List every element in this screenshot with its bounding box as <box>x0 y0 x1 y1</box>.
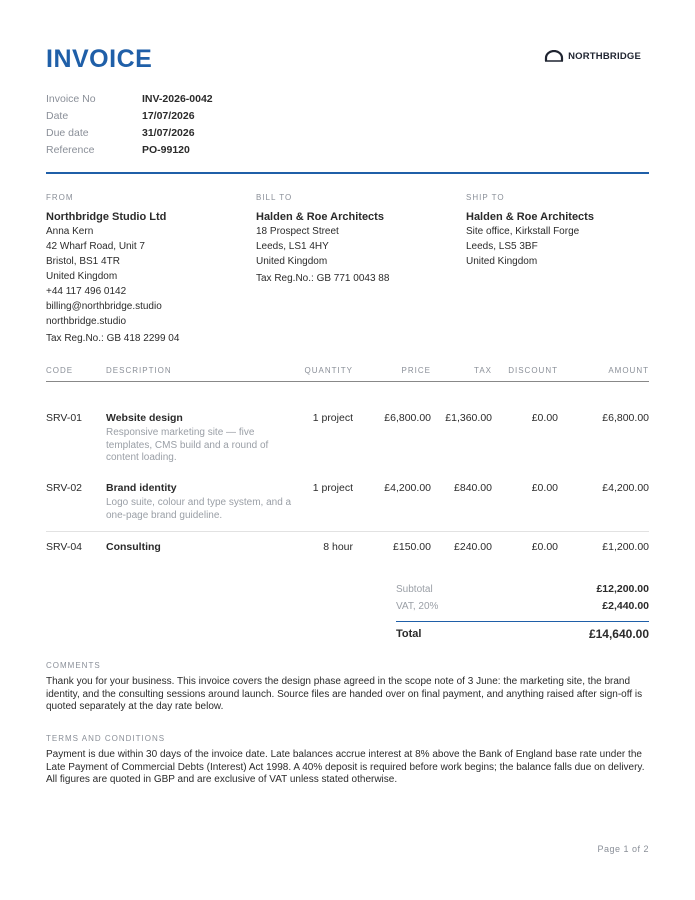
meta-value: INV-2026-0042 <box>142 92 213 105</box>
from-name: Northbridge Studio Ltd <box>46 211 167 223</box>
from-block <box>46 193 246 344</box>
from-phone: +44 117 496 0142 <box>46 286 127 297</box>
vat-value: £2,440.00 <box>602 600 649 612</box>
column-header-price: PRICE <box>401 366 431 375</box>
total-rule <box>396 621 649 622</box>
row-quantity: 8 hour <box>323 541 353 553</box>
row-title: Consulting <box>106 541 161 553</box>
row-title: Brand identity <box>106 482 177 494</box>
meta-row-due-date <box>46 124 213 141</box>
row-amount: £1,200.00 <box>602 541 649 553</box>
meta-value: 17/07/2026 <box>142 109 195 122</box>
row-quantity: 1 project <box>312 482 353 494</box>
column-header-amount: AMOUNT <box>608 366 649 375</box>
bill-to-label: BILL TO <box>256 193 293 202</box>
invoice-title: INVOICE <box>46 45 153 73</box>
from-line: 42 Wharf Road, Unit 7 <box>46 241 145 252</box>
terms-label: TERMS AND CONDITIONS <box>46 734 166 743</box>
from-line: Anna Kern <box>46 226 94 237</box>
meta-label: Invoice No <box>46 92 96 105</box>
row-price: £4,200.00 <box>384 482 431 494</box>
ship-to-label: SHIP TO <box>466 193 505 202</box>
row-code: SRV-01 <box>46 412 82 424</box>
header-divider <box>46 172 649 174</box>
row-detail: Responsive marketing site — five templates, CMS build and a round of content loading. <box>106 427 269 463</box>
row-discount: £0.00 <box>531 412 558 424</box>
ship-to-block <box>466 193 666 269</box>
meta-row-invoice-no <box>46 90 213 107</box>
row-discount: £0.00 <box>531 541 558 553</box>
row-price: £6,800.00 <box>384 412 431 424</box>
ship-to-line: Leeds, LS5 3BF <box>466 241 538 252</box>
from-tax-reg: Tax Reg.No.: GB 418 2299 04 <box>46 333 180 344</box>
column-header-description: DESCRIPTION <box>106 366 172 375</box>
subtotal-value: £12,200.00 <box>596 583 649 595</box>
ship-to-line: Site office, Kirkstall Forge <box>466 226 580 237</box>
row-tax: £1,360.00 <box>445 412 492 424</box>
brand-logo <box>544 50 641 62</box>
row-code: SRV-04 <box>46 541 82 553</box>
total-label: Total <box>396 628 422 640</box>
from-email: billing@northbridge.studio <box>46 301 162 312</box>
bill-to-name: Halden & Roe Architects <box>256 211 384 223</box>
column-header-code: CODE <box>46 366 74 375</box>
bill-to-line: United Kingdom <box>256 256 328 267</box>
meta-value: PO-99120 <box>142 143 190 156</box>
from-label: FROM <box>46 193 74 202</box>
subtotal-label: Subtotal <box>396 584 433 595</box>
row-title: Website design <box>106 412 183 424</box>
bill-to-line: Leeds, LS1 4HY <box>256 241 329 252</box>
bill-to-block <box>256 193 456 284</box>
row-code: SRV-02 <box>46 482 82 494</box>
bill-to-tax-reg: Tax Reg.No.: GB 771 0043 88 <box>256 273 390 284</box>
meta-row-reference <box>46 141 213 158</box>
column-header-quantity: QUANTITY <box>304 366 353 375</box>
table-header-rule <box>46 381 649 382</box>
terms-text: Payment is due within 30 days of the invoice date. Late balances accrue interest at 8% above the Bank of England base rate under the Late Payment of Commercial Debts (Interest) Act 1998. A 40% deposit is required before work begins; the balance falls due on delivery. All figures are quoted in GBP and are exclusive of VAT unless stated otherwise. <box>46 749 645 785</box>
comments-text: Thank you for your business. This invoice covers the design phase agreed in the scope note of 3 June: the marketing site, the brand identity, and the consulting sessions around launch. Source files are handed over on final payment, and anything raised after sign-off is quoted separately at the day rate below. <box>46 676 643 712</box>
column-header-tax: TAX <box>474 366 492 375</box>
row-detail: Logo suite, colour and type system, and a one-page brand guideline. <box>106 497 292 521</box>
meta-label: Date <box>46 109 69 122</box>
row-tax: £240.00 <box>454 541 492 553</box>
total-value: £14,640.00 <box>588 627 649 641</box>
page-number: Page 1 of 2 <box>597 844 649 854</box>
invoice-page <box>46 0 649 900</box>
bill-to-line: 18 Prospect Street <box>256 226 339 237</box>
row-tax: £840.00 <box>454 482 492 494</box>
ship-to-name: Halden & Roe Architects <box>466 211 594 223</box>
from-line: United Kingdom <box>46 271 118 282</box>
vat-label: VAT, 20% <box>396 601 439 612</box>
row-amount: £4,200.00 <box>602 482 649 494</box>
meta-value: 31/07/2026 <box>142 126 195 139</box>
from-line: Bristol, BS1 4TR <box>46 256 120 267</box>
comments-label: COMMENTS <box>46 661 101 670</box>
brand-name: NORTHBRIDGE <box>568 50 641 62</box>
row-quantity: 1 project <box>312 412 353 424</box>
from-website: northbridge.studio <box>46 316 127 327</box>
row-price: £150.00 <box>393 541 431 553</box>
northbridge-arch-icon <box>544 50 564 62</box>
invoice-meta <box>46 90 213 158</box>
meta-label: Reference <box>46 143 95 156</box>
meta-row-date <box>46 107 213 124</box>
meta-label: Due date <box>46 126 89 139</box>
row-divider <box>46 531 649 532</box>
row-amount: £6,800.00 <box>602 412 649 424</box>
column-header-discount: DISCOUNT <box>508 366 558 375</box>
ship-to-line: United Kingdom <box>466 256 538 267</box>
row-discount: £0.00 <box>531 482 558 494</box>
